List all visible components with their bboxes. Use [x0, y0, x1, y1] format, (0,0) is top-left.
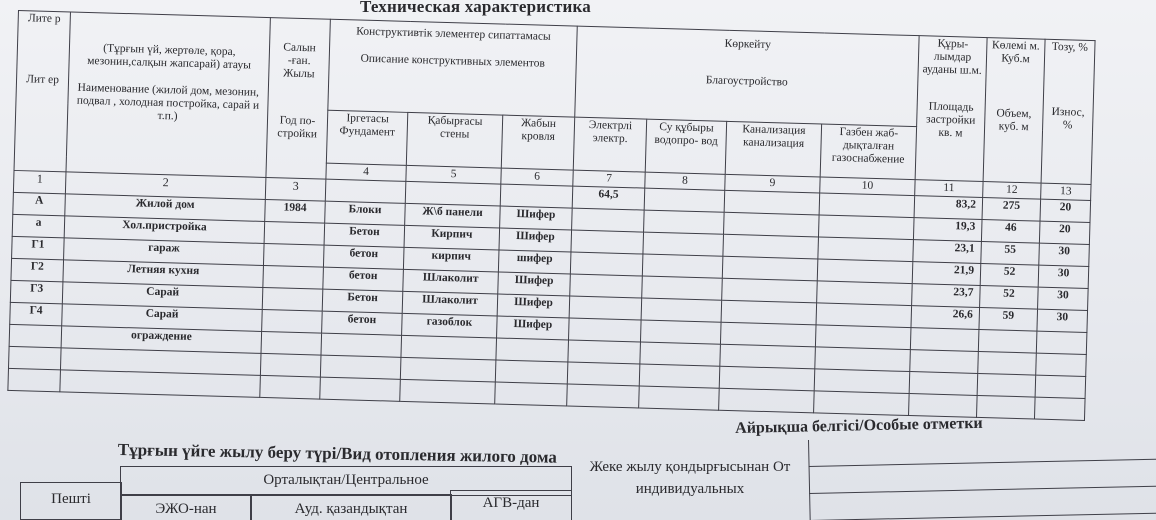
cell-empty	[720, 344, 816, 369]
cell-walls: Кирпич	[404, 225, 500, 250]
cell-name: гараж	[64, 238, 265, 266]
cell-wear	[1036, 353, 1087, 376]
cell-volume	[978, 329, 1037, 353]
cell-liter: А	[13, 192, 66, 215]
header-water: Су құбыры водопро- вод	[645, 119, 726, 174]
cell-liter: Г3	[10, 280, 63, 303]
cell-empty	[570, 274, 643, 298]
cell-roof: Шифер	[500, 206, 573, 230]
cell-year	[262, 309, 323, 333]
cell-empty	[642, 254, 723, 278]
cell-roof: Шифер	[497, 294, 570, 318]
cell-walls: Шлаколит	[402, 291, 498, 316]
cell-foundation: Бетон	[324, 223, 405, 247]
cell-name: Сарай	[62, 304, 263, 332]
cell-empty	[817, 259, 913, 284]
cell-walls	[401, 335, 497, 360]
cell-year	[263, 243, 324, 267]
cell-empty	[815, 325, 911, 350]
cell-volume: 55	[981, 241, 1040, 265]
cell-roof: Шифер	[498, 272, 571, 296]
cell-empty	[817, 281, 913, 306]
cell-area: 26,6	[911, 306, 980, 330]
cell-area: 19,3	[913, 218, 982, 242]
heating-title: Тұрғын үйге жылу беру түрі/Вид отопления жилого дома	[117, 440, 558, 467]
heating-individual: Жеке жылу қондырғысынан От индивидуальных	[589, 459, 791, 497]
col-num-7: 7	[573, 170, 645, 188]
cell-empty	[572, 208, 645, 232]
cell-liter	[9, 324, 62, 347]
cell-foundation: бетон	[323, 267, 404, 291]
header-foundation: Іргетасы Фундамент	[326, 110, 407, 165]
cell-empty	[640, 320, 721, 344]
cell-area: 23,7	[912, 284, 981, 308]
cell-empty	[818, 215, 914, 240]
heating-tec: ЭЖО-нан	[120, 494, 252, 520]
cell-name: Сарай	[62, 282, 263, 310]
header-gas: Газбен жаб- дықталған газоснабжение	[820, 124, 916, 180]
cell-liter: а	[12, 214, 65, 237]
cell-year: 1984	[265, 199, 326, 223]
col-num-8: 8	[645, 172, 725, 190]
header-sewer: Канализация канализация	[725, 121, 821, 177]
cell-empty	[642, 276, 723, 300]
cell-empty	[569, 296, 642, 320]
cell-wear: 30	[1038, 265, 1089, 288]
heating-central: Орталықтан/Центральное	[120, 466, 572, 496]
cell-empty	[569, 318, 642, 342]
cell-volume: 59	[979, 307, 1038, 331]
cell-foundation: бетон	[323, 245, 404, 269]
cell-wear: 30	[1038, 287, 1089, 310]
cell-name: ограждение	[61, 326, 262, 354]
cell-name: Летняя кухня	[63, 260, 264, 288]
special-marks-title: Айрықша белгісі/Особые отметки	[735, 414, 983, 437]
cell-empty	[571, 230, 644, 254]
header-wear: Тозу, % Износ, %	[1041, 39, 1095, 184]
header-electric: Электрлі электр.	[573, 117, 646, 172]
col-num-5: 5	[406, 165, 501, 184]
cell-wear	[1036, 331, 1087, 354]
cell-liter: Г1	[12, 236, 65, 259]
cell-walls: газоблок	[402, 313, 498, 338]
cell-empty	[724, 212, 820, 237]
col-num-4: 4	[326, 163, 406, 181]
col-num-12: 12	[983, 182, 1041, 200]
cell-liter: Г4	[10, 302, 63, 325]
header-row-top	[16, 11, 1095, 132]
cell-empty	[816, 303, 912, 328]
cell-empty	[815, 347, 911, 372]
summary-area: 83,2	[914, 196, 983, 220]
col-num-1: 1	[13, 170, 66, 193]
cell-empty	[721, 300, 817, 325]
cell-empty	[568, 340, 641, 364]
characteristics-table	[7, 10, 1095, 421]
cell-year	[264, 221, 325, 245]
cell-walls: Ж\б панели	[405, 203, 501, 228]
cell-empty	[570, 252, 643, 276]
col-num-10: 10	[820, 177, 915, 196]
cell-roof: Шифер	[497, 316, 570, 340]
cell-year	[263, 265, 324, 289]
cell-empty	[818, 237, 914, 262]
col-num-11: 11	[915, 180, 983, 198]
cell-foundation: Блоки	[325, 201, 406, 225]
summary-wear: 20	[1040, 199, 1091, 222]
header-improvement: Көркейту Благоустройство	[575, 26, 919, 127]
cell-empty	[641, 298, 722, 322]
cell-empty	[723, 234, 819, 259]
cell-name: Жилой дом	[65, 194, 266, 222]
cell-area: 21,9	[912, 262, 981, 286]
cell-volume: 46	[981, 219, 1040, 243]
document-title: Техническая характеристика	[360, 0, 591, 16]
header-area: Құры- лымдар ауданы ш.м. Площадь застройки кв. м	[915, 36, 987, 182]
cell-roof: шифер	[498, 250, 571, 274]
heating-agv: АГВ-дан	[450, 490, 572, 520]
summary-volume: 275	[982, 198, 1041, 222]
cell-area: 23,1	[913, 240, 982, 264]
cell-year	[261, 331, 322, 355]
cell-empty	[722, 278, 818, 303]
cell-empty	[722, 256, 818, 281]
col-num-2: 2	[65, 172, 266, 200]
cell-empty	[720, 322, 816, 347]
heating-boiler: Ауд. қазандықтан	[250, 494, 452, 520]
header-walls: Қабырғасы стены	[406, 112, 502, 168]
header-liter: Лите р Лит ер	[14, 11, 70, 172]
cell-wear: 20	[1039, 221, 1090, 244]
cell-empty	[640, 342, 721, 366]
col-num-13: 13	[1041, 183, 1091, 200]
cell-walls: кирпич	[403, 247, 499, 272]
cell-empty	[643, 232, 724, 256]
cell-volume: 52	[980, 263, 1039, 287]
cell-empty	[644, 210, 725, 234]
col-num-3: 3	[265, 177, 326, 201]
header-constructive: Конструктивтік элементер сипаттамасы Описание конструктивных элементов	[328, 19, 577, 117]
cell-walls: Шлаколит	[403, 269, 499, 294]
cell-roof: Шифер	[499, 228, 572, 252]
cell-foundation: бетон	[322, 311, 403, 335]
header-volume: Көлемі м. Куб.м Объем, куб. м	[983, 38, 1045, 184]
cell-volume	[978, 351, 1037, 375]
cell-year	[262, 287, 323, 311]
special-marks-lines	[808, 433, 1156, 520]
cell-liter: Г2	[11, 258, 64, 281]
header-roof: Жабын кровля	[501, 115, 574, 170]
summary-electric: 64,5	[572, 186, 645, 210]
cell-area	[910, 350, 979, 374]
col-num-9: 9	[725, 174, 820, 193]
cell-name: Хол.пристройка	[64, 216, 265, 244]
cell-foundation: Бетон	[322, 289, 403, 313]
cell-volume: 52	[980, 285, 1039, 309]
col-num-6: 6	[501, 168, 573, 186]
header-year: Салын -ған. Жылы Год по- стройки	[266, 18, 330, 180]
cell-area	[910, 328, 979, 352]
cell-foundation	[321, 333, 402, 357]
cell-wear: 30	[1037, 309, 1088, 332]
cell-roof	[496, 338, 569, 362]
header-name: (Тұрғын үй, жертөле, қора, мезонин,салқын жапсарай) атауы Наименование (жилой дом, мезонин, подвал , холодная постройка, сарай и т.п.)	[66, 12, 270, 178]
cell-wear: 30	[1039, 243, 1090, 266]
heating-stove: Пешті	[20, 482, 122, 520]
